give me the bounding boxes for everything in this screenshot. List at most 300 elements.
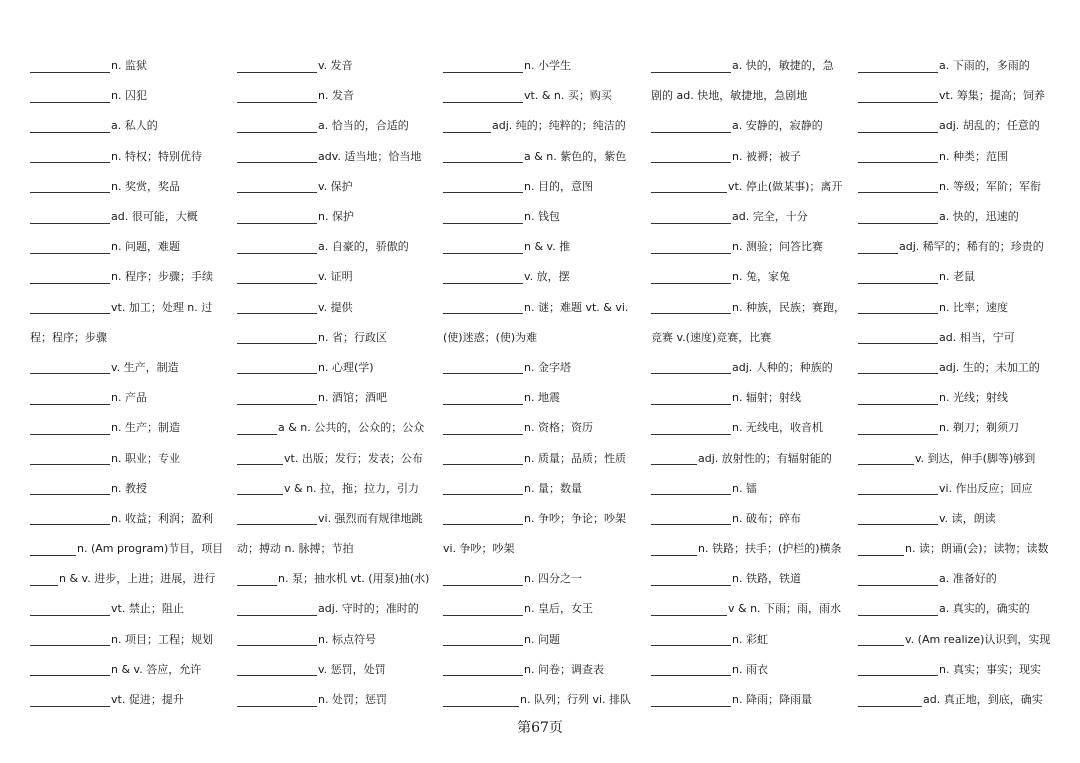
definition-text: a & n. 紫色的，紫色 [524,149,627,163]
vocab-entry [651,231,851,261]
answer-blank [30,631,110,646]
definition-text: 程；程序；步骤 [30,330,107,344]
vocab-entry [237,352,437,382]
answer-blank [443,178,523,193]
vocab-entry [30,624,230,654]
definition-text: ad. 相当，宁可 [939,330,1015,344]
definition-text: n. 目的，意图 [524,179,593,193]
vocab-entry [858,563,1058,593]
vocab-entry [443,50,643,80]
vocab-column-1 [30,50,230,714]
vocab-entry [858,533,1058,563]
definition-text: n. 程序；步骤；手续 [111,270,213,284]
definition-text: n. 项目；工程；规划 [111,632,213,646]
vocab-entry [30,352,230,382]
vocab-entry [237,201,437,231]
vocab-entry [651,473,851,503]
vocab-entry [237,80,437,110]
answer-blank [237,209,317,224]
vocab-entry [858,141,1058,171]
definition-text: a. 快的，迅速的 [939,210,1019,224]
vocab-entry [237,171,437,201]
answer-blank [30,510,110,525]
vocab-entry [651,352,851,382]
vocab-entry [443,503,643,533]
definition-text: n. 被褥；被子 [732,149,801,163]
answer-blank [30,420,110,435]
definition-text: n. 监狱 [111,59,147,73]
answer-blank [443,510,523,525]
answer-blank [30,88,110,103]
answer-blank [858,631,904,646]
vocab-entry [237,684,437,714]
vocab-entry [237,110,437,140]
vocab-entry [237,593,437,623]
definition-text: v & n. 下雨；雨，雨水 [728,602,842,616]
vocab-entry [858,201,1058,231]
definition-text: vi. 作出反应；回应 [939,481,1033,495]
definition-text: adj. 胡乱的；任意的 [939,119,1040,133]
vocab-entry [651,322,851,352]
vocab-entry [651,533,851,563]
answer-blank [651,692,731,707]
definition-text: adj. 守时的；准时的 [318,602,419,616]
vocab-entry [651,80,851,110]
answer-blank [237,420,277,435]
vocab-entry [651,593,851,623]
vocab-entry [30,110,230,140]
vocab-column-2 [237,50,437,714]
vocab-entry [651,201,851,231]
definition-text: a & n. 公共的，公众的；公众 [278,421,425,435]
definition-text: n. 比率；速度 [939,300,1008,314]
answer-blank [237,269,317,284]
vocab-entry [237,412,437,442]
vocab-entry [443,654,643,684]
answer-blank [237,571,277,586]
vocab-entry [443,684,643,714]
answer-blank [443,269,523,284]
answer-blank [30,601,110,616]
vocab-entry [30,80,230,110]
answer-blank [443,209,523,224]
answer-blank [858,269,938,284]
definition-text: adj. 纯的；纯粹的；纯洁的 [492,119,626,133]
definition-text: n. 泵；抽水机 vt. (用泵)抽(水) [278,572,430,586]
vocab-entry [443,80,643,110]
definition-text: v. 提供 [318,300,353,314]
vocab-entry [443,110,643,140]
definition-text: n. 老鼠 [939,270,975,284]
answer-blank [443,692,519,707]
definition-text: adj. 稀罕的；稀有的；珍贵的 [899,240,1044,254]
answer-blank [858,239,898,254]
definition-text: n. 种类；范围 [939,149,1008,163]
answer-blank [237,58,317,73]
definition-text: n. 酒馆；酒吧 [318,391,387,405]
answer-blank [858,359,938,374]
vocab-entry [443,352,643,382]
answer-blank [443,601,523,616]
definition-text: n. 生产；制造 [111,421,180,435]
answer-blank [30,148,110,163]
answer-blank [651,239,731,254]
vocab-entry [858,261,1058,291]
answer-blank [858,692,922,707]
answer-blank [858,571,938,586]
definition-text: vi. 争吵；吵架 [443,542,515,556]
vocab-entry [443,231,643,261]
vocab-entry [237,261,437,291]
answer-blank [858,299,938,314]
definition-text: n. 争吵；争论；吵架 [524,511,626,525]
vocab-entry [443,292,643,322]
definition-text: n. 种族，民族；赛跑， [732,300,845,314]
answer-blank [237,88,317,103]
answer-blank [237,390,317,405]
vocab-entry [30,382,230,412]
vocab-entry [858,593,1058,623]
definition-text: n. 小学生 [524,59,571,73]
definition-text: n. 问题，难题 [111,240,180,254]
definition-text: n. 谜；难题 vt. & vi. [524,300,629,314]
vocab-entry [858,442,1058,472]
vocab-entry [237,231,437,261]
definition-text: ad. 完全，十分 [732,210,808,224]
definition-text: n. 铁路；扶手；(护栏的)横条 [698,542,842,556]
definition-text: v. 放，摆 [524,270,570,284]
vocab-entry [237,322,437,352]
vocab-entry [858,382,1058,412]
vocab-entry [237,442,437,472]
answer-blank [443,480,523,495]
answer-blank [651,450,697,465]
definition-text: n. 镭 [732,481,757,495]
definition-text: vt. 促进；提升 [111,693,184,707]
answer-blank [237,661,317,676]
definition-text: adv. 适当地；恰当地 [318,149,422,163]
definition-text: n. 收益；利润；盈利 [111,511,213,525]
vocab-entry [443,171,643,201]
answer-blank [30,541,76,556]
vocab-entry [651,382,851,412]
definition-text: n. 等级；军阶；军衔 [939,179,1041,193]
answer-blank [30,299,110,314]
answer-blank [651,631,731,646]
definition-text: vi. 强烈而有规律地跳 [318,511,423,525]
vocab-entry [237,654,437,684]
definition-text: n. 教授 [111,481,147,495]
vocab-column-4 [651,50,851,714]
answer-blank [651,661,731,676]
vocab-entry [30,473,230,503]
answer-blank [443,631,523,646]
vocab-entry [443,382,643,412]
vocab-entry [858,231,1058,261]
definition-text: n. 职业；专业 [111,451,180,465]
definition-text: n. 四分之一 [524,572,582,586]
answer-blank [858,541,904,556]
definition-text: n. 量；数量 [524,481,582,495]
answer-blank [858,510,938,525]
answer-blank [237,601,317,616]
vocab-entry [858,624,1058,654]
vocab-entry [858,654,1058,684]
answer-blank [30,390,110,405]
vocab-entry [443,624,643,654]
definition-text: n. 剃刀；剃须刀 [939,421,1019,435]
definition-text: adj. 放射性的；有辐射能的 [698,451,832,465]
answer-blank [858,329,938,344]
answer-blank [651,390,731,405]
vocab-entry [443,593,643,623]
page-number: 第67页 [517,720,563,736]
definition-text: n. 光线；射线 [939,391,1008,405]
vocab-entry [443,201,643,231]
answer-blank [651,571,731,586]
definition-text: n. 测验；问答比赛 [732,240,823,254]
definition-text: n. 雨衣 [732,662,768,676]
answer-blank [651,58,731,73]
definition-text: n. 队列；行列 vi. 排队 [520,693,632,707]
definition-text: v. 保护 [318,179,353,193]
vocab-entry [651,261,851,291]
vocab-entry [443,473,643,503]
definition-text: vt. 禁止；阻止 [111,602,184,616]
answer-blank [30,239,110,254]
vocab-entry [443,412,643,442]
vocab-entry [651,110,851,140]
answer-blank [237,359,317,374]
definition-text: vt. & n. 买；购买 [524,89,612,103]
vocab-entry [858,110,1058,140]
definition-text: a. 私人的 [111,119,158,133]
definition-text: v. (Am realize)认识到，实现 [905,632,1051,646]
answer-blank [858,480,938,495]
definition-text: a. 恰当的，合适的 [318,119,409,133]
answer-blank [651,510,731,525]
definition-text: n. 辐射；射线 [732,391,801,405]
definition-text: n. 金字塔 [524,360,571,374]
vocab-entry [30,563,230,593]
answer-blank [443,661,523,676]
definition-text: n. 奖赏，奖品 [111,179,180,193]
definition-text: v. 读，朗读 [939,511,996,525]
vocab-entry [651,503,851,533]
answer-blank [858,209,938,224]
answer-blank [237,178,317,193]
definition-text: n. 问卷；调查表 [524,662,604,676]
definition-text: n. 钱包 [524,210,560,224]
answer-blank [443,420,523,435]
definition-text: a. 真实的，确实的 [939,602,1030,616]
definition-text: a. 自豪的，骄傲的 [318,240,409,254]
answer-blank [30,450,110,465]
vocab-entry [237,141,437,171]
vocab-entry [651,442,851,472]
definition-text: n. 无线电，收音机 [732,421,823,435]
definition-text: v & n. 拉，拖；拉力，引力 [284,481,420,495]
definition-text: v. 惩罚，处罚 [318,662,386,676]
definition-text: n. 真实；事实；现实 [939,662,1041,676]
answer-blank [858,601,938,616]
definition-text: vt. 加工；处理 n. 过 [111,300,213,314]
answer-blank [443,58,523,73]
definition-text: vt. 停止(做某事)；离开 [728,179,843,193]
definition-text: n. 省；行政区 [318,330,387,344]
definition-text: n. 保护 [318,210,354,224]
definition-text: n. 铁路，铁道 [732,572,801,586]
definition-text: n. (Am program)节目，项目 [77,542,224,556]
answer-blank [651,480,731,495]
definition-text: adj. 生的；未加工的 [939,360,1040,374]
answer-blank [30,209,110,224]
answer-blank [651,601,727,616]
definition-text: n. 破布；碎布 [732,511,801,525]
answer-blank [651,420,731,435]
answer-blank [237,450,283,465]
vocab-entry [443,563,643,593]
vocab-entry [651,412,851,442]
vocab-entry [443,261,643,291]
vocab-entry [858,322,1058,352]
answer-blank [651,178,727,193]
definition-text: a. 准备好的 [939,572,997,586]
vocab-entry [651,171,851,201]
definition-text: v. 生产，制造 [111,360,179,374]
vocab-entry [237,50,437,80]
answer-blank [443,571,523,586]
definition-text: n. 囚犯 [111,89,147,103]
vocab-entry [651,654,851,684]
vocab-entry [30,292,230,322]
definition-text: a. 快的，敏捷的，急 [732,59,834,73]
vocab-entry [30,684,230,714]
vocab-entry [237,382,437,412]
answer-blank [858,148,938,163]
definition-text: n. 读；朗诵(会)；读物；读数 [905,542,1049,556]
definition-text: n & v. 答应，允许 [111,662,202,676]
answer-blank [858,178,938,193]
vocab-entry [858,292,1058,322]
answer-blank [443,88,523,103]
vocab-entry [858,503,1058,533]
answer-blank [237,118,317,133]
vocab-entry [237,624,437,654]
answer-blank [237,239,317,254]
definition-text: a. 下雨的，多雨的 [939,59,1030,73]
answer-blank [443,118,491,133]
answer-blank [443,359,523,374]
answer-blank [651,359,731,374]
vocab-entry [651,141,851,171]
definition-text: vt. 出版；发行；发表；公布 [284,451,423,465]
definition-text: (使)迷惑；(使)为难 [443,330,538,344]
answer-blank [651,118,731,133]
vocab-entry [651,684,851,714]
vocab-entry [30,412,230,442]
vocab-entry [30,201,230,231]
definition-text: n. 产品 [111,391,147,405]
vocab-entry [858,352,1058,382]
vocab-entry [443,141,643,171]
answer-blank [858,390,938,405]
definition-text: vt. 筹集；提高；饲养 [939,89,1045,103]
answer-blank [237,631,317,646]
answer-blank [237,299,317,314]
vocab-entry [651,563,851,593]
definition-text: n. 皇后，女王 [524,602,593,616]
vocab-entry [858,50,1058,80]
definition-text: v. 发音 [318,59,353,73]
answer-blank [237,329,317,344]
vocab-entry [30,50,230,80]
answer-blank [30,359,110,374]
definition-text: n & v. 推 [524,240,571,254]
definition-text: 动；搏动 n. 脉搏；节拍 [237,542,354,556]
answer-blank [30,692,110,707]
answer-blank [30,571,58,586]
vocab-entry [443,533,643,563]
answer-blank [237,510,317,525]
answer-blank [858,58,938,73]
definition-text: v. 到达，伸手(脚等)够到 [915,451,1036,465]
answer-blank [858,450,914,465]
answer-blank [443,239,523,254]
vocab-entry [30,171,230,201]
answer-blank [30,58,110,73]
definition-text: n. 问题 [524,632,560,646]
answer-blank [858,118,938,133]
answer-blank [30,480,110,495]
vocab-entry [858,171,1058,201]
definition-text: n. 质量；品质；性质 [524,451,626,465]
vocab-entry [30,442,230,472]
vocab-entry [30,503,230,533]
answer-blank [651,299,731,314]
definition-text: v. 证明 [318,270,353,284]
answer-blank [443,450,523,465]
definition-text: n. 彩虹 [732,632,768,646]
vocab-entry [443,442,643,472]
answer-blank [30,178,110,193]
vocab-entry [30,593,230,623]
vocab-entry [651,50,851,80]
vocab-column-3 [443,50,643,714]
vocab-entry [858,80,1058,110]
definition-text: n. 地震 [524,391,560,405]
definition-text: a. 安静的，寂静的 [732,119,823,133]
vocab-entry [237,533,437,563]
answer-blank [237,692,317,707]
vocab-entry [237,563,437,593]
definition-text: ad. 很可能，大概 [111,210,198,224]
definition-text: n. 特权；特别优待 [111,149,202,163]
answer-blank [237,480,283,495]
vocab-entry [651,624,851,654]
vocab-column-5 [858,50,1058,714]
vocab-entry [30,322,230,352]
definition-text: n. 标点符号 [318,632,376,646]
definition-text: ad. 真正地，到底，确实 [923,693,1043,707]
definition-text: 竞赛 v.(速度)竞赛，比赛 [651,330,772,344]
answer-blank [443,390,523,405]
answer-blank [30,118,110,133]
definition-text: n. 资格；资历 [524,421,593,435]
answer-blank [30,269,110,284]
vocab-entry [443,322,643,352]
definition-text: n. 兔，家兔 [732,270,790,284]
